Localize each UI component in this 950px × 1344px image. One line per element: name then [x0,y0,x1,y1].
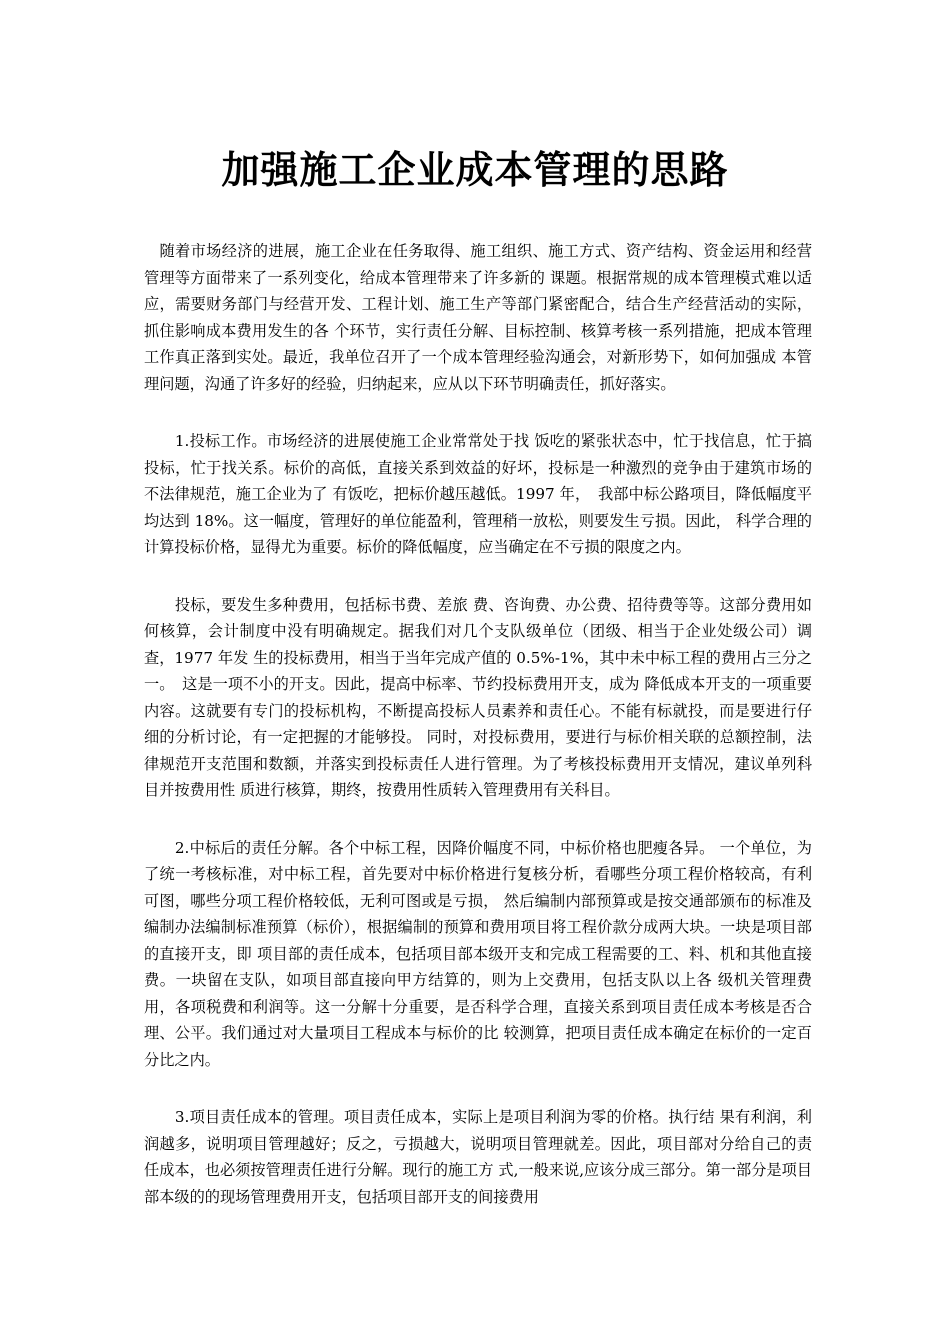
paragraph-responsibility-split: 2.中标后的责任分解。各个中标工程，因降价幅度不同，中标价格也肥瘦各异。 一个单位，为了统一考核标准，对中标工程，首先要对中标价格进行复核分析，看哪些分项工程价格较高，有利可图，哪些分项工程价格较低，无利可图或是亏损， 然后编制内部预算或是按交通部颁布的标准及编制办法编制标准预算（标价），根据编制的预算和费用项目将工程价款分成两大块。一块是项目部的直接开支，即 项目部的责任成本，包括项目部本级开支和完成工程需要的工、料、机和其他直接费。一块留在支队，如项目部直接向甲方结算的，则为上交费用，包括支队以上各 级机关管理费用，各项税费和利润等。这一分解十分重要，是否科学合理，直接关系到项目责任成本考核是否合理、公平。我们通过对大量项目工程成本与标价的比 较测算，把项目责任成本确定在标价的一定百分比之内。 [144,838,812,1069]
paragraph-project-cost: 3.项目责任成本的管理。项目责任成本，实际上是项目利润为零的价格。执行结 果有利润，利润越多，说明项目管理越好；反之，亏损越大，说明项目管理就差。因此，项目部对分给自己的责任成本，也必须按管理责任进行分解。现行的施工方 式,一般来说,应该分成三部分。第一部分是项目部本级的的现场管理费用开支，包括项目部开支的间接费用 [144,1108,812,1206]
paragraph-bidding-costs: 投标，要发生多种费用，包括标书费、差旅 费、咨询费、办公费、招待费等等。这部分费用如何核算，会计制度中没有明确规定。据我们对几个支队级单位（团级、相当于企业处级公司）调查，1977 年发 生的投标费用，相当于当年完成产值的 0.5%-1%，其中未中标工程的费用占三分之一。 这是一项不小的开支。因此，提高中标率、节约投标费用开支，成为 降低成本开支的一项重要内容。这就要有专门的投标机构，不断提高投标人员素养和责任心。不能有标就投，而是要进行仔细的分析讨论，有一定把握的才能够投。 同时，对投标费用，要进行与标价相关联的总额控制，法律规范开支范围和数额，并落实到投标责任人进行管理。为了考核投标费用开支情况，建议单列科目并按费用性 质进行核算，期终，按费用性质转入管理费用有关科目。 [144,595,812,799]
document-body [144,238,812,1241]
document-title: 加强施工企业成本管理的思路 [221,147,729,192]
paragraph-intro: 随着市场经济的进展，施工企业在任务取得、施工组织、施工方式、资产结构、资金运用和经营管理等方面带来了一系列变化，给成本管理带来了许多新的 课题。根据常规的成本管理模式难以适应，需要财务部门与经营开发、工程计划、施工生产等部门紧密配合，结合生产经营活动的实际，抓住影响成本费用发生的各 个环节，实行责任分解、目标控制、核算考核一系列措施，把成本管理工作真正落到实处。最近，我单位召开了一个成本管理经验沟通会，对新形势下，如何加强成 本管理问题，沟通了许多好的经验，归纳起来，应从以下环节明确责任，抓好落实。 [144,242,812,393]
paragraph-bidding: 1.投标工作。市场经济的进展使施工企业常常处于找 饭吃的紧张状态中，忙于找信息，忙于搞投标，忙于找关系。标价的高低，直接关系到效益的好坏，投标是一种激烈的竞争由于建筑市场的不法律规范，施工企业为了 有饭吃，把标价越压越低。1997 年， 我部中标公路项目，降低幅度平均达到 18%。这一幅度，管理好的单位能盈利，管理稍一放松，则要发生亏损。因此， 科学合理的计算投标价格，显得尤为重要。标价的降低幅度，应当确定在不亏损的限度之内。 [144,432,812,556]
